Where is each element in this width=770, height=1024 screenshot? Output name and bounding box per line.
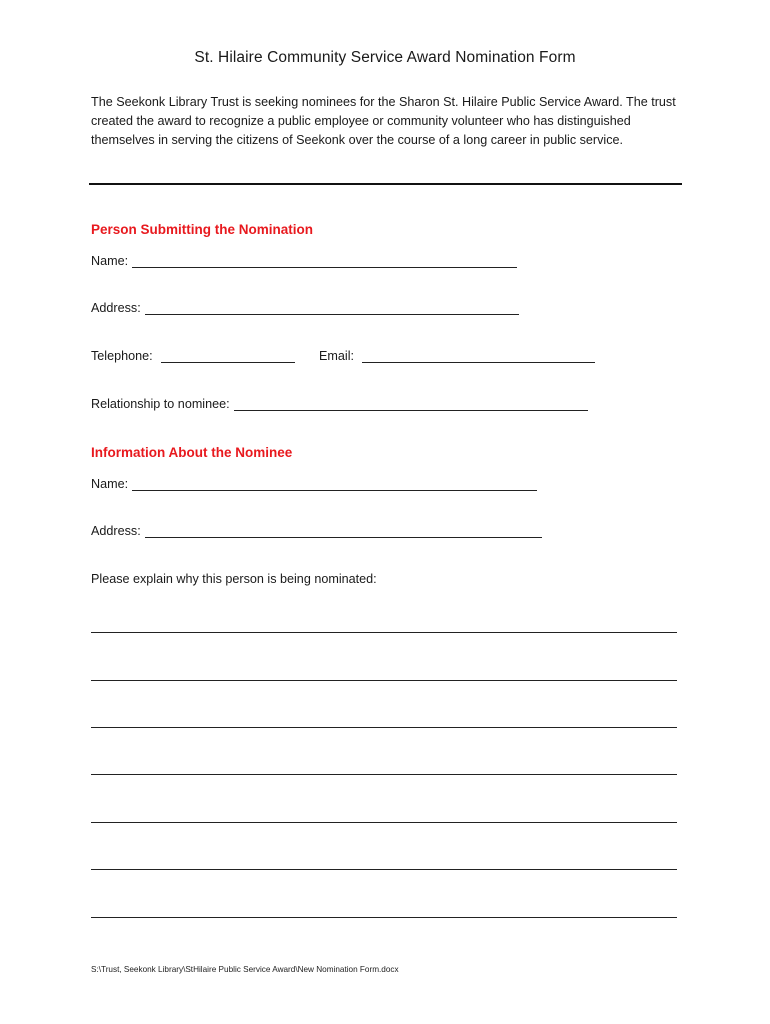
submitter-address-input[interactable] xyxy=(145,301,519,315)
nomination-reason-prompt xyxy=(91,572,377,586)
submitter-email-field xyxy=(319,349,595,363)
nominee-name-input[interactable] xyxy=(132,477,537,491)
form-title: St. Hilaire Community Service Award Nomination Form xyxy=(194,49,576,66)
relationship-field xyxy=(91,397,588,411)
submitter-address-field xyxy=(91,301,519,315)
reason-line-7[interactable] xyxy=(91,917,677,918)
submitter-name-field xyxy=(91,254,517,268)
reason-line-4[interactable] xyxy=(91,774,677,775)
submitter-name-input[interactable] xyxy=(132,254,517,268)
nominee-name-field xyxy=(91,477,537,491)
submitter-telephone-input[interactable] xyxy=(161,349,295,363)
intro-paragraph: The Seekonk Library Trust is seeking nominees for the Sharon St. Hilaire Public Service Award. The trust created the award to recognize a public employee or community volunteer who has distinguished themselves in serving the citizens of Seekonk over the course of a long career in public service. xyxy=(91,95,676,148)
submitter-email-input[interactable] xyxy=(362,349,595,363)
nominee-address-input[interactable] xyxy=(145,524,542,538)
reason-line-2[interactable] xyxy=(91,680,677,681)
nominee-name-label: Name: xyxy=(91,477,129,491)
reason-line-5[interactable] xyxy=(91,822,677,823)
nominee-address-label: Address: xyxy=(91,524,141,538)
file-path-footer: S:\Trust, Seekonk Library\StHilaire Public Service Award\New Nomination Form.docx xyxy=(91,965,399,974)
submitter-telephone-label: Telephone: xyxy=(91,349,153,363)
relationship-input[interactable] xyxy=(234,397,588,411)
nominee-section-heading: Information About the Nominee xyxy=(91,445,293,460)
header-divider xyxy=(89,183,682,185)
submitter-address-label: Address: xyxy=(91,301,141,315)
submitter-telephone-field xyxy=(91,349,295,363)
submitter-email-label: Email: xyxy=(319,349,354,363)
reason-line-6[interactable] xyxy=(91,869,677,870)
reason-line-3[interactable] xyxy=(91,727,677,728)
nominee-address-field xyxy=(91,524,542,538)
relationship-label: Relationship to nominee: xyxy=(91,397,230,411)
reason-line-1[interactable] xyxy=(91,632,677,633)
submitter-name-label: Name: xyxy=(91,254,129,268)
submitter-section-heading: Person Submitting the Nomination xyxy=(91,222,313,237)
nomination-reason-label: Please explain why this person is being nominated: xyxy=(91,572,377,586)
